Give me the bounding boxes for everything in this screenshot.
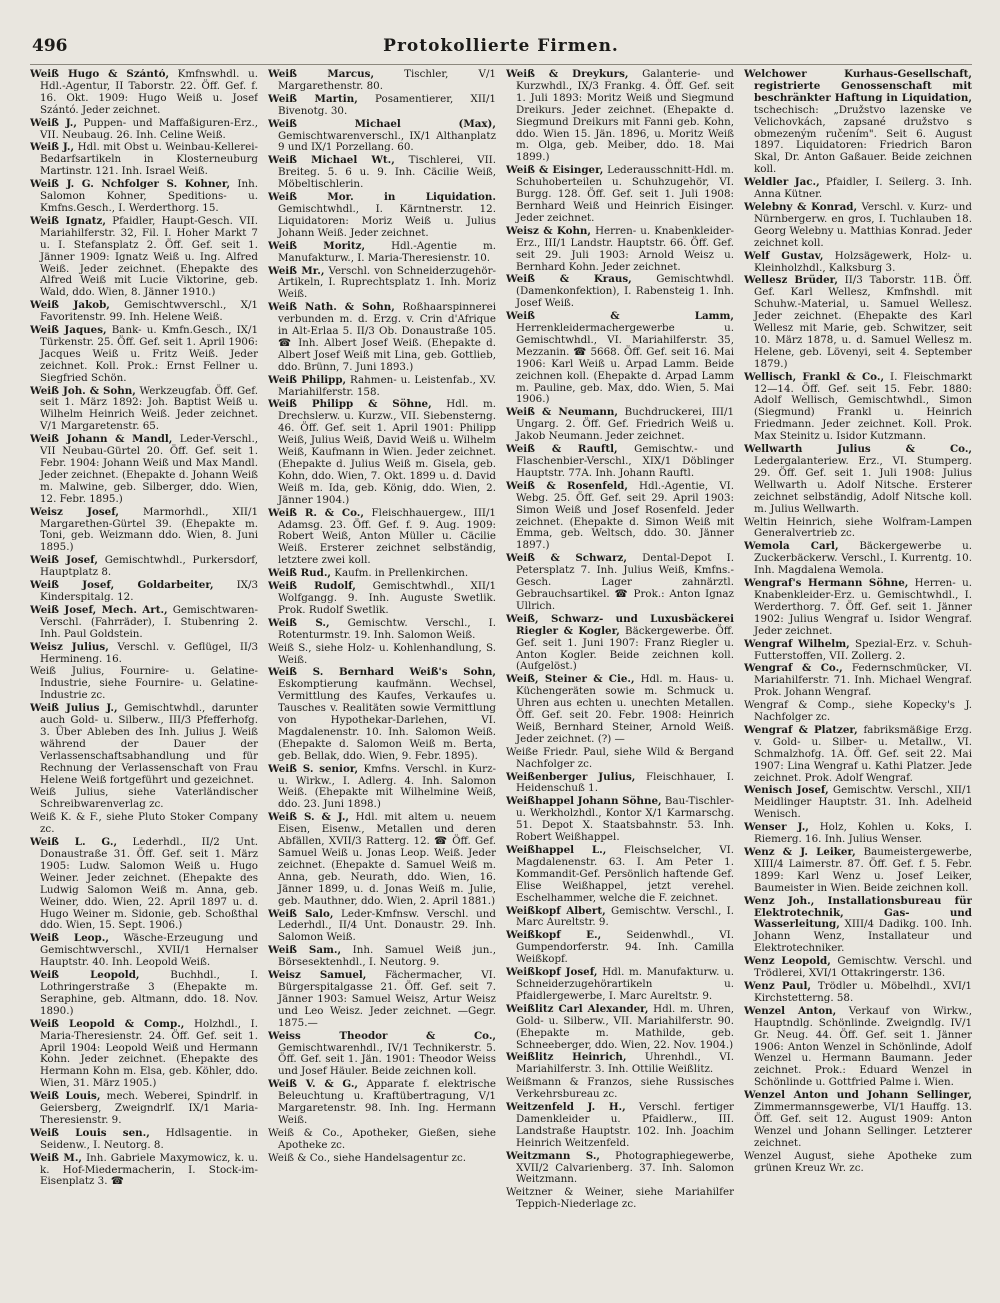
- entry-text: Pfaidler, Haupt-Gesch. VII. Mariahilferstr. 32, Fil. I. Hoher Markt 7 u. I. Stefansplatz 2. Öff. Gef. seit 1. Jänner 1909: Ignatz Weiß u. Ing. Alfred Weiß. Jeder zeichnet. (Ehepakte des Alfred Weiß mit Lucie Viktorine, geb. Wald, ddo. Wien, 8. Jänner 1910.): [40, 214, 258, 299]
- firm-name: Weiß & Dreykurs,: [506, 69, 629, 80]
- entry-text: Kaufm. in Prellenkirchen.: [334, 567, 469, 580]
- firm-name: Weldler Jac.,: [744, 176, 820, 189]
- firm-name: Weißkopf E.,: [506, 929, 602, 942]
- entry-text: Gemischtw. Verschl., I. Rotenturmstr. 19. Inh. Salomon Weiß.: [278, 616, 496, 641]
- firm-name: Weiß Johann & Mandl,: [30, 433, 173, 446]
- directory-entry: [30, 69, 258, 117]
- entry-text: Holzhdl., I. Maria-Theresienstr. 24. Öff. Gef. seit 1. April 1904: Leopold Weiß und Hermann Kohn. Jeder zeichnet. (Ehepakte des Hermann Kohn m. Elsa, geb. Köhler, ddo. Wien, 31. März 1905.): [40, 1017, 258, 1090]
- directory-entry: [30, 118, 258, 142]
- directory-entry: [268, 241, 496, 265]
- entry-text: Holzsägewerk, Holz- u. Kleinholzhdl., Kalksburg 3.: [754, 249, 972, 274]
- firm-name: Weiß M.,: [30, 1151, 82, 1164]
- firm-name: Wenz & J. Leiker,: [744, 846, 856, 858]
- firm-name: Weiß S. & J.,: [268, 811, 349, 824]
- directory-entry: [506, 930, 734, 966]
- entry-text: Gemischtwaren-Verschl. (Fahrräder), I. Stubenring 2. Inh. Paul Goldstein.: [40, 603, 258, 640]
- entry-text: Holz, Kohlen u. Koks, I. Riemerg. 16. Inh. Julius Wenser.: [754, 821, 972, 846]
- directory-entry: [744, 541, 972, 577]
- firm-name: Weiß, Schwarz- und Luxusbäckerei Riegler & Kogler,: [506, 612, 734, 637]
- firm-name: Weiß Josef,: [30, 554, 98, 567]
- entry-text: Gemischtwhdl., I. Kärntnerstr. 12. Liquidatoren: Moriz Weiß u. Julius Johann Weiß. Jeder zeichnet.: [278, 202, 496, 239]
- firm-name: Weiß Jakob,: [30, 299, 110, 312]
- directory-entry: [744, 981, 972, 1005]
- entry-text: Gemischtwhdl., Purkersdorf, Hauptplatz 8.: [40, 554, 258, 579]
- directory-entry: [30, 703, 258, 786]
- entry-text: Pfaidler, I. Seilerg. 3. Inh. Anna Kütner.: [754, 176, 972, 201]
- directory-entry: [268, 1031, 496, 1079]
- firm-name: Weiß S. Bernhard Weiß's Sohn,: [268, 666, 496, 679]
- entry-text: Gemischtw. Verschl. und Trödlerei, XVI/1 Ottakringerstr. 136.: [754, 955, 972, 980]
- directory-entry: [268, 192, 496, 240]
- entry-text: Eskomptierung kaufmänn. Wechsel, Vermittlung des Kaufes, Verkaufes u. Tausches v. Realitäten sowie Vermittlung von Hypothekar-Darlehen, VI. Magdalenenstr. 10. Inh. Salomon Weiß. (Ehepakte d. Salomon Weiß m. Berta, geb. Bellak, ddo. Wien, 9. Febr. 1895).: [278, 678, 496, 762]
- entry-text: Hdl.-Agentie, VI. Webg. 25. Öff. Gef. seit 29. April 1903: Simon Weiß und Josef Rosenfeld. Jeder zeichnet. (Ehepakte d. Simon Weiß mit Emma, geb. Weltsch, ddo. 30. Jänner 1897.): [516, 479, 734, 552]
- directory-entry: [268, 1079, 496, 1127]
- entry-text: Federnschmücker, VI. Mariahilferstr. 71. Inh. Michael Wengraf. Prok. Johann Wengraf.: [754, 662, 972, 699]
- column-4: [744, 69, 972, 1294]
- directory-entry: [30, 555, 258, 579]
- entry-text: Leder-Verschl., VII Neubau-Gürtel 20. Öff. Gef. seit 1. Febr. 1904: Johann Weiß und Max Mandl. Jeder zeichnet. (Ehepakte d. Johann Weiß m. Malwine, geb. Silberger, ddo. Wien, 12. Febr. 1895.): [40, 433, 258, 505]
- directory-entry: [30, 605, 258, 641]
- entry-text: Gemischtwhdl., darunter auch Gold- u. Silberw., III/3 Pfefferhofg. 3. Über Ableben des Inh. Julius J. Weiß während der Dauer der Verlassenschaftsabhandlung und für Rechnung der Verlassenschaft von Frau Helene Weiß fortgeführt und gezeichnet.: [40, 702, 258, 786]
- entry-text: Lederausschnitt-Hdl. m. Schuhoberteilen u. Schuhzugehör, VI. Burgg. 128. Öff. Gef. seit 1. Juli 1908: Bernhard Weiß und Heinrich Eisinger. Jeder zeichnet.: [516, 164, 734, 224]
- firm-name: Weiß L. G.,: [30, 836, 118, 849]
- entry-text: Herrenkleidermachergewerbe u. Gemischtwhdl., VI. Mariahilferstr. 35, Mezzanin. ☎ 5668. Öff. Gef. seit 16. Mai 1906: Karl Weiß u. Arpad Lamm. Beide zeichnen koll. (Ehepakte d. Arpad Lamm m. Pauline, geb. Max, ddo. Wien, 5. Mai 1906.): [516, 322, 734, 406]
- entry-text: Hdl.-Agentie m. Manufakturw., I. Maria-Theresienstr. 10.: [278, 239, 496, 264]
- firm-name: Weißkopf Josef,: [506, 966, 598, 979]
- entry-text: Fleischhauergew., III/1 Adamsg. 23. Öff. Gef. f. 9. Aug. 1909: Robert Weiß, Anton Müller u. Cäcilie Weiß. Ersterer zeichnet selbständig, letztere zwei koll.: [278, 506, 496, 567]
- entry-text: Baumeistergewerbe, XIII/4 Laimerstr. 87. Öff. Gef. f. 5. Febr. 1899: Karl Wenz u. Josef Leiker, Baumeister in Wien. Beide zeichnen koll.: [754, 846, 972, 894]
- entry-text: Weißmann & Franzos, siehe Russisches Verkehrsbureau zc.: [506, 1076, 734, 1101]
- firm-name: Weiß Michael (Max),: [268, 117, 496, 130]
- directory-entry: [268, 399, 496, 506]
- firm-name: Weiß Philipp,: [268, 373, 347, 386]
- firm-name: Weiß Leopold,: [30, 969, 140, 982]
- firm-name: Wenz Leopold,: [744, 955, 831, 968]
- firm-name: Wenz Joh., Installationsbureau für Elektrotechnik, Gas- und Wasserleitung,: [744, 894, 972, 931]
- entry-text: Hdl. m. Drechslerw. u. Kurzw., VII. Siebensterng. 46. Öff. Gef. seit 1. April 1901: Philipp Weiß, Julius Weiß, David Weiß u. Wilhelm Weiß, Kaufmann in Wien. Jeder zeichnet. (Ehepakte d. Julius Weiß m. Gisela, geb. Kohn, ddo. Wien, 7. Okt. 1899 u. d. David Weiß m. Ida, geb. König, ddo. Wien, 2. Jänner 1904.): [278, 398, 496, 506]
- entry-text: Gemischtw. Verschl., I. Marc Aureltstr. 9.: [516, 904, 734, 929]
- firm-name: Weiß Sam.,: [268, 944, 342, 957]
- directory-entry: [268, 945, 496, 969]
- entry-text: Inh. Salomon Kohner, Speditions- u. Kmfns.Gesch., I. Werderthorg. 15.: [40, 178, 258, 214]
- directory-entry: [744, 639, 972, 663]
- column-1: [30, 69, 258, 1294]
- directory-entry: [30, 812, 258, 836]
- directory-entry: [744, 1006, 972, 1089]
- entry-text: Hdl. m. Haus- u. Küchengeräten sowie m. Schmuck u. Uhren aus echten u. unechten Metallen. Öff. Gef. seit 20. Febr. 1908: Heinrich Weiß, Bernhard Steiner, Arnold Weiß. Jeder zeichnet. (?) —: [516, 673, 734, 745]
- firm-name: Weiß Salo,: [268, 907, 334, 920]
- firm-name: Weiß Nath. & Sohn,: [268, 301, 395, 314]
- directory-entry: [268, 1153, 496, 1165]
- directory-entry: [744, 1090, 972, 1150]
- entry-text: Roßhaarspinnerei verbunden m. d. Erzg. v. Crin d'Afrique in Alt-Erlaa 5. II/3 Ob. Donaustraße 105. ☎ Inh. Albert Josef Weiß. (Ehepakte d. Albert Josef Weiß mit Lina, geb. Gottlieb, ddo. Brünn, 7. Juni 1893.): [278, 301, 496, 373]
- firm-name: Weiß & Kraus,: [506, 273, 632, 286]
- directory-entry: [744, 956, 972, 980]
- directory-entry: [506, 481, 734, 552]
- directory-entry: [268, 155, 496, 191]
- firm-name: Weiß Martin,: [268, 92, 358, 105]
- directory-entry: [744, 275, 972, 370]
- firm-name: Weiß Leopold & Comp.,: [30, 1017, 185, 1030]
- directory-entry: [30, 1153, 258, 1189]
- directory-entry: [744, 896, 972, 956]
- entry-text: Weiße Friedr. Paul, siehe Wild & Bergand Nachfolger zc.: [506, 745, 734, 770]
- entry-text: Buchdruckerei, III/1 Ungarg. 2. Öff. Gef. Friedrich Weiß u. Jakob Neumann. Jeder zeichnet.: [516, 406, 734, 443]
- entry-text: Photographiegewerbe, XVII/2 Calvarienberg. 37. Inh. Salomon Weitzmann.: [516, 1149, 734, 1186]
- entry-text: Trödler u. Möbelhdl., XVI/1 Kirchstetterng. 58.: [754, 979, 972, 1004]
- firm-name: Weißenberger Julius,: [506, 770, 636, 783]
- entry-text: Gemischtw. Verschl., XII/1 Meidlinger Hauptstr. 31. Inh. Adelheid Wenisch.: [754, 784, 972, 821]
- directory-entry: [506, 1151, 734, 1187]
- entry-text: Hdl. m. Uhren, Gold- u. Silberw., VII. Mariahilferstr. 90. (Ehepakte m. Mathilde, geb. Schneeberger, ddo. Wien, 22. Nov. 1904.): [516, 1002, 734, 1051]
- directory-entry: [30, 970, 258, 1018]
- entry-text: Verschl. von Schneiderzugehör-Artikeln, I. Ruprechtsplatz 1. Inh. Moriz Weiß.: [278, 264, 496, 301]
- firm-name: Weißhappel L.,: [506, 844, 607, 856]
- entry-text: Galanterie- und Kurzwhdl., IX/3 Frankg. 4. Öff. Gef. seit 1. Juli 1893: Moritz Weiß und Siegmund Dreikurs. Jeder zeichnet. (Ehepakte d. Siegmund Dreikurs mit Fanni geb. Kohn, ddo. Wien 15. Jän. 1896, u. Moritz Weiß m. Olga, geb. Meiber, ddo. 18. Mai 1899.): [516, 69, 734, 164]
- directory-entry: [30, 325, 258, 385]
- firm-name: Weiß S. senior,: [268, 762, 359, 775]
- firm-name: Weiß V. & G.,: [268, 1078, 358, 1091]
- entry-text: Werkzeugfab. Öff. Gef. seit 1. März 1892: Joh. Baptist Weiß u. Wilhelm Heinrich Weiß. Jeder zeichnet. V/1 Margaretenstr. 65.: [40, 384, 258, 433]
- firm-name: Weiss Theodor & Co.,: [268, 1029, 496, 1042]
- directory-entry: [30, 1019, 258, 1090]
- directory-entry: [744, 517, 972, 541]
- directory-entry: [268, 1128, 496, 1152]
- entry-text: Tischler, V/1 Margarethenstr. 80.: [278, 69, 496, 92]
- firm-name: Weiß Leop.,: [30, 932, 109, 945]
- directory-entry: [506, 1052, 734, 1076]
- entry-text: Weitzner & Weiner, siehe Mariahilfer Teppich-Niederlage zc.: [506, 1186, 734, 1211]
- entry-text: Seidenwhdl., VI. Gumpendorferstr. 94. Inh. Camilla Weißkopf.: [516, 929, 734, 966]
- directory-entry: [506, 845, 734, 905]
- entry-text: Weiß Julius, Fournire- u. Gelatine-Industrie, siehe Fournire- u. Gelatine-Industrie zc.: [30, 665, 258, 702]
- entry-text: Bäckergewerbe u. Zuckerbäckerw. Verschl., I. Kurrentg. 10. Inh. Magdalena Wemola.: [754, 540, 972, 577]
- directory-entry: [506, 444, 734, 480]
- entry-text: Fächermacher, VI. Bürgerspitalgasse 21. Öff. Gef. seit 7. Jänner 1903: Samuel Weisz, Artur Weisz und Leo Weisz. Jeder zeichnet. —Gegr. 1875.—: [278, 969, 496, 1029]
- firm-name: Welebny & Konrad,: [744, 200, 858, 213]
- entry-text: I. Fleischmarkt 12—14. Öff. Gef. seit 15. Febr. 1880: Adolf Wellisch, Gemischtwhdl., Simon (Siegmund) Frankl u. Heinrich Friedmann. Jeder zeichnet. Koll. Prok. Max Steinitz u. Isidor Kutzmann.: [754, 370, 972, 443]
- entry-text: Wenzel August, siehe Apotheke zum grünen Kreuz Wr. zc.: [744, 1149, 972, 1174]
- directory-entry: [506, 747, 734, 771]
- firm-name: Weiß Louis sen.,: [30, 1126, 150, 1139]
- directory-entry: [268, 302, 496, 373]
- entry-text: Uhrenhdl., VI. Mariahilferstr. 3. Inh. Ottilie Weißlitz.: [516, 1051, 734, 1076]
- directory-entry: [506, 1102, 734, 1150]
- directory-entry: [268, 970, 496, 1030]
- page-title: Protokollierte Firmen.: [383, 36, 619, 56]
- directory-entry: [506, 1004, 734, 1052]
- firm-name: Weiß, Steiner & Cie.,: [506, 673, 635, 686]
- entry-text: Weiß K. & F., siehe Pluto Stoker Company zc.: [30, 811, 258, 836]
- directory-entry: [30, 933, 258, 969]
- firm-name: Wenser J.,: [744, 821, 809, 834]
- directory-entry: [506, 772, 734, 796]
- directory-entry: [506, 674, 734, 745]
- directory-entry: [268, 643, 496, 667]
- firm-name: Weiß & Neumann,: [506, 406, 618, 419]
- entry-text: Kmfns. Verschl. in Kurz- u. Wirkw., I. Adlerg. 4. Inh. Salomon Weiß. (Ehepakte mit Wilhelmine Weiß, ddo. 23. Juni 1898.): [278, 762, 496, 811]
- entry-text: Apparate f. elektrische Beleuchtung u. Kraftübertragung, V/1 Margaretenstr. 98. Inh. Ing. Hermann Weiß.: [278, 1078, 496, 1126]
- directory-entry: [506, 967, 734, 1003]
- entry-text: Gemischtw.- und Flaschenbier-Verschl., XIX/1 Döblinger Hauptstr. 77A. Inh. Johann Rauftl.: [516, 443, 734, 479]
- firm-name: Weiß Josef, Mech. Art.,: [30, 603, 168, 616]
- entry-text: Dental-Depot I. Petersplatz 7. Inh. Julius Weiß, Kmfns.-Gesch. Lager zahnärztl. Gebrauchsartikel. ☎ Prok.: Anton Ignaz Ullrich.: [516, 552, 734, 612]
- entry-text: mech. Weberei, Spindrlf. in Geiersberg, Zweigndrlf. IX/1 Maria-Theresienstr. 9.: [40, 1090, 258, 1126]
- entry-text: Bäckergewerbe. Öff. Gef. seit 1. Juni 1907: Franz Riegler u. Anton Kogler. Beide zeichnen koll. (Aufgelöst.): [516, 624, 734, 673]
- entry-text: Fleischselcher, VI. Magdalenenstr. 63. I. Am Peter 1. Kommandit-Gef. Persönlich haftende Gef. Elise Weißhappel, jetzt verehel. Eschelhammer, welche die F. zeichnet.: [516, 844, 734, 904]
- firm-name: Weiß & Lamm,: [506, 310, 734, 323]
- entry-text: Ledergalanteriew. Erz., VI. Stumperg. 29. Öff. Gef. seit 1. Juli 1908: Julius Wellwarth u. Adolf Nitsche. Ersterer zeichnet selbständig, Adolf Nitsche koll. m. Julius Wellwarth.: [754, 455, 972, 515]
- directory-entry: [744, 725, 972, 785]
- entry-text: Tischlerei, VII. Breiteg. 5. 6 u. 9. Inh. Cäcilie Weiß, Möbeltischlerin.: [278, 154, 496, 191]
- directory-entry: [30, 580, 258, 604]
- entry-text: Buchhdl., I. Lothringerstraße 3 (Ehepakte m. Seraphine, geb. Altmann, ddo. 18. Nov. 1890.): [40, 969, 258, 1017]
- firm-name: Wenzel Anton und Johann Sellinger,: [744, 1089, 972, 1102]
- directory-entry: [744, 578, 972, 638]
- firm-name: Weiß Hugo & Szántó,: [30, 69, 170, 80]
- firm-name: Wemola Carl,: [744, 540, 839, 553]
- directory-entry: [744, 700, 972, 724]
- firm-name: Weißkopf Albert,: [506, 904, 606, 917]
- directory-entry: [506, 553, 734, 613]
- directory-entry: [506, 796, 734, 844]
- firm-name: Weiß Jaques,: [30, 324, 107, 337]
- entry-text: Weiß & Co., siehe Handelsagentur zc.: [268, 1151, 467, 1164]
- firm-name: Weisz Julius,: [30, 640, 109, 653]
- directory-entry: [268, 764, 496, 812]
- firm-name: Wenzel Anton,: [744, 1004, 837, 1017]
- directory-entry: [506, 311, 734, 406]
- firm-name: Wenisch Josef,: [744, 784, 829, 797]
- directory-entry: [30, 434, 258, 505]
- entry-text: Wengraf & Comp., siehe Kopecky's J. Nachfolger zc.: [744, 699, 972, 724]
- page-header: [30, 30, 972, 65]
- firm-name: Wellisch, Frankl & Co.,: [744, 370, 885, 383]
- directory-entry: [30, 642, 258, 666]
- directory-entry: [506, 1187, 734, 1211]
- directory-entry: [30, 386, 258, 434]
- firm-name: Wengraf Wilhelm,: [744, 637, 850, 650]
- firm-name: Wengraf & Co.,: [744, 662, 843, 675]
- entry-text: Leder-Kmfnsw. Verschl. und Lederhdl., II/4 Unt. Donaustr. 29. Inh. Salomon Weiß.: [278, 907, 496, 944]
- entry-text: Verkauf von Wirkw., Hauptndlg. Schönlinde. Zweigndlg. IV/1 Gr. Neug. 44. Öff. Gef. seit 1. Jänner 1906: Anton Wenzel in Schönlinde, Adolf Wenzel u. Hermann Baumann. Jeder zeichnet. Prok.: Eduard Wenzel in Schönlinde u. Gottfried Palme i. Wien.: [754, 1004, 972, 1089]
- entry-text: Weltin Heinrich, siehe Wolfram-Lampen Generalvertrieb zc.: [744, 515, 972, 540]
- entry-text: Wäsche-Erzeugung und Gemischtwverschl., XVII/1 Hernalser Hauptstr. 40. Inh. Leopold Weiß.: [40, 932, 258, 969]
- firm-name: Weiß J.,: [30, 141, 75, 154]
- directory-entry: [268, 581, 496, 617]
- entry-text: Bau-Tischler- u. Werkholzhdl., Kontor X/1 Karmarschg. 51. Depot X. Staatsbahnstr. 53. Inh. Robert Weißhappel.: [516, 795, 734, 844]
- entry-text: Verschl. fertiger Damenkleider u. Pfaidlerw., III. Landstraße Hauptstr. 102. Inh. Joachim Heinrich Weitzenfeld.: [516, 1101, 734, 1149]
- entry-text: Inh. Samuel Weiß jun., Börsesektenhdl., I. Neutorg. 9.: [278, 944, 496, 969]
- directory-entry: [744, 785, 972, 821]
- directory-entry: [30, 837, 258, 932]
- directory-entry: [268, 812, 496, 907]
- firm-name: Weißlitz Carl Alexander,: [506, 1002, 649, 1015]
- directory-entry: [268, 119, 496, 155]
- entry-text: Hdl. mit altem u. neuem Eisen, Eisenw., Metallen und deren Abfällen, XVII/3 Ratterg. 12. ☎ Öff. Gef. Samuel Weiß u. Jonas Leop. Weiß. Jeder zeichnet. (Ehepakte d. Samuel Weiß m. Anna, geb. Neurath, ddo. Wien, 16. Jänner 1899, u. d. Jonas Weiß m. Julie, geb. Mauthner, ddo. Wien, 2. April 1881.): [278, 811, 496, 907]
- directory-entry: [744, 251, 972, 275]
- firm-name: Weiß Marcus,: [268, 69, 375, 80]
- entry-text: Gemischtwverschl., X/1 Favoritenstr. 99. Inh. Helene Weiß.: [40, 299, 258, 324]
- firm-name: Weiß & Rauftl,: [506, 443, 618, 456]
- directory-entry: [30, 300, 258, 324]
- firm-name: Weiß Moritz,: [268, 239, 366, 252]
- entry-text: tschechisch: „Družstvo lazenske ve Velichovkách, zapsané družstvo s obmezeným ručením". Seit 6. August 1897. Liquidatoren: Friedrich Baron Skal, Dr. Anton Gaßauer. Beide zeichnen koll.: [754, 103, 972, 176]
- firm-name: Weißlitz Heinrich,: [506, 1051, 627, 1064]
- entry-text: Hdl. m. Manufakturw. u. Schneiderzugehörartikeln u. Pfaidlergewerbe, I. Marc Aureltstr. 9.: [516, 966, 734, 1002]
- entry-text: Zimmermannsgewerbe, VI/1 Hauffg. 13. Öff. Gef. seit 12. August 1909: Anton Wenzel und Johann Sellinger. Letzterer zeichnet.: [754, 1101, 972, 1149]
- entry-text: Gemischtwarenverschl., IX/1 Althanplatz 9 und IX/1 Porzellang. 60.: [278, 129, 496, 154]
- firm-name: Weisz Josef,: [30, 505, 119, 518]
- entry-text: Herren- u. Knabenkleider-Erz. u. Gemischtwhdl., I. Werderthorg. 7. Öff. Gef. seit 1. Jänner 1902: Julius Wengraf u. Isidor Wengraf. Jeder zeichnet.: [754, 577, 972, 637]
- entry-text: Marmorhdl., XII/1 Margarethen-Gürtel 39. (Ehepakte m. Toni, geb. Weizmann ddo. Wien, 8. Juni 1895.): [40, 505, 258, 554]
- firm-name: Weiß S.,: [268, 616, 330, 629]
- directory-entry: [506, 407, 734, 443]
- entry-text: Gemischtwarenhdl., IV/1 Technikerstr. 5. Öff. Gef. seit 1. Jän. 1901: Theodor Weiss und Josef Häuler. Beide zeichnen koll.: [278, 1041, 496, 1078]
- entry-text: Gemischtwhdl. (Damenkonfektion), I. Rabensteig 1. Inh. Josef Weiß.: [516, 273, 734, 310]
- directory-entry: [30, 787, 258, 811]
- entry-text: Weiß Julius, siehe Vaterländischer Schreibwarenverlag zc.: [30, 786, 258, 811]
- firm-name: Weiß Mor. in Liquidation.: [268, 191, 496, 204]
- entry-text: Verschl. v. Geflügel, II/3 Hermineng. 16.: [40, 640, 258, 665]
- directory-entry: [744, 847, 972, 895]
- firm-name: Weiß & Schwarz,: [506, 552, 627, 565]
- entry-text: IX/3 Kinderspitalg. 12.: [40, 579, 258, 603]
- column-2: [268, 69, 496, 1294]
- directory-entry: [744, 444, 972, 515]
- firm-name: Weiß Josef, Goldarbeiter,: [30, 579, 214, 592]
- directory-entry: [744, 177, 972, 201]
- entry-text: XIII/4 Dadikg. 100. Inh. Johann Wenz, Installateur und Elektrotechniker.: [754, 918, 972, 955]
- firm-name: Wenz Paul,: [744, 979, 811, 992]
- directory-entry: [30, 507, 258, 555]
- firm-name: Weißhappel Johann Söhne,: [506, 795, 662, 808]
- entry-text: Rahmen- u. Leistenfab., XV. Mariahilferstr. 158.: [278, 373, 496, 398]
- entry-text: Puppen- und Maffaßiguren-Erz., VII. Neubaug. 26. Inh. Celine Weiß.: [40, 116, 258, 141]
- directory-entry: [506, 226, 734, 274]
- firm-name: Weiß R. & Co.,: [268, 506, 364, 519]
- entry-text: Hdl. mit Obst u. Weinbau-Kellerei-Bedarfsartikeln in Klosterneuburg Martinstr. 121. Inh. Israel Weiß.: [40, 141, 258, 178]
- directory-entry: [30, 142, 258, 178]
- directory-entry: [744, 372, 972, 443]
- firm-name: Weiß & Eisinger,: [506, 164, 604, 177]
- directory-entry: [268, 909, 496, 945]
- directory-entry: [744, 1151, 972, 1175]
- entry-text: Bank- u. Kmfn.Gesch., IX/1 Türkenstr. 25. Öff. Gef. seit 1. April 1906: Jacques Weiß u. Fritz Weiß. Jeder zeichnet. Koll. Prok.: Ernst Fellner u. Siegfried Schön.: [40, 324, 258, 384]
- entry-text: Spezial-Erz. v. Schuh-Futterstoffen, VII. Zollerg. 2.: [754, 637, 972, 662]
- firm-name: Weiß Mr.,: [268, 264, 325, 277]
- columns-container: [30, 69, 972, 1294]
- firm-name: Weiß Joh. & Sohn,: [30, 384, 136, 397]
- entry-text: Inh. Gabriele Maxymowicz, k. u. k. Hof-Miedermacherin, I. Stock-im-Eisenplatz 3. ☎: [40, 1151, 258, 1188]
- entry-text: II/3 Taborstr. 11B. Öff. Gef. Karl Wellesz, Kmfnshdl. mit Schuhw.-Material, u. Samuel Wellesz. Jeder zeichnet. (Ehepakte des Karl Wellesz mit Marie, geb. Schwitzer, seit 10. März 1878, u. d. Samuel Wellesz m. Helene, geb. Lövenyi, seit 4. September 1879.): [754, 274, 972, 370]
- page-number: 496: [32, 36, 68, 56]
- firm-name: Welchower Kurhaus-Gesellschaft, registrierte Genossenschaft mit beschränkter Haftung in Liquidation,: [744, 69, 972, 104]
- firm-name: Weiß & Rosenfeld,: [506, 479, 628, 492]
- directory-entry: [506, 165, 734, 225]
- directory-entry: [30, 216, 258, 299]
- firm-name: Weitzmann S.,: [506, 1149, 601, 1162]
- firm-name: Wellesz Brüder,: [744, 274, 838, 287]
- firm-name: Weiß J. G. Nchfolger S. Kohner,: [30, 178, 231, 191]
- firm-name: Wengraf's Hermann Söhne,: [744, 577, 909, 590]
- entry-text: Weiß & Co., Apotheker, Gießen, siehe Apotheke zc.: [268, 1126, 496, 1151]
- directory-entry: [744, 69, 972, 176]
- entry-text: Weiß S., siehe Holz- u. Kohlenhandlung, S. Weiß.: [268, 641, 496, 666]
- directory-entry: [268, 69, 496, 93]
- firm-name: Wellwarth Julius & Co.,: [744, 443, 972, 456]
- firm-name: Weiß Julius J.,: [30, 702, 118, 715]
- entry-text: Verschl. v. Kurz- und Nürnbergerw. en gros, I. Tuchlauben 18. Georg Welebny u. Matthias Konrad. Jeder zeichnet koll.: [754, 200, 972, 249]
- directory-entry: [506, 906, 734, 930]
- directory-entry: [268, 94, 496, 118]
- directory-entry: [744, 202, 972, 250]
- directory-entry: [30, 1091, 258, 1127]
- entry-text: Lederhdl., II/2 Unt. Donaustraße 31. Öff. Gef. seit 1. März 1905: Ludw. Salomon Weiß u. Hugo Weiner. Jeder zeichnet. (Ehepakte des Ludwig Salomon Weiß m. Anna, geb. Weiner, ddo. Wien, 22. April 1897 u. d. Hugo Weiner m. Sidonie, geb. Schoßthal ddo. Wien, 15. Sept. 1906.): [40, 836, 258, 932]
- directory-entry: [268, 375, 496, 399]
- directory-entry: [506, 274, 734, 310]
- firm-name: Welf Gustav,: [744, 249, 824, 262]
- firm-name: Weiß Ignatz,: [30, 214, 106, 227]
- directory-entry: [268, 266, 496, 302]
- entry-text: Herren- u. Knabenkleider-Erz., III/1 Landstr. Hauptstr. 66. Öff. Gef. seit 29. Juli 1903: Arnold Weisz u. Bernhard Kohn. Jeder zeichnet.: [516, 224, 734, 273]
- directory-entry: [268, 568, 496, 580]
- firm-name: Weitzenfeld J. H.,: [506, 1101, 626, 1114]
- firm-name: Weiß Rud.,: [268, 567, 332, 580]
- firm-name: Weisz Samuel,: [268, 969, 367, 982]
- directory-entry: [30, 1128, 258, 1152]
- firm-name: Wengraf & Platzer,: [744, 723, 858, 736]
- entry-text: Fleischhauer, I. Heidenschuß 1.: [516, 770, 734, 795]
- directory-entry: [744, 822, 972, 846]
- entry-text: Posamentierer, XII/1 Bivenotg. 30.: [278, 92, 496, 117]
- directory-entry: [30, 666, 258, 702]
- firm-name: Weiß Michael Wt.,: [268, 154, 395, 167]
- firm-name: Weiß Louis,: [30, 1090, 101, 1103]
- directory-entry: [30, 179, 258, 215]
- firm-name: Weiß Rudolf,: [268, 580, 356, 593]
- entry-text: fabriksmäßige Erzg. v. Gold- u. Silber- u. Metallw., VI. Schmalzhofg. 1A. Öff. Gef. seit 22. Mai 1907: Lina Wengraf u. Kathi Platzer. Jede zeichnet. Prok. Adolf Wengraf.: [754, 723, 972, 784]
- directory-entry: [268, 618, 496, 642]
- directory-entry: [744, 663, 972, 699]
- directory-entry: [268, 667, 496, 762]
- firm-name: Weiß Philipp & Söhne,: [268, 398, 432, 411]
- entry-text: Gemischtwhdl., XII/1 Wolfgangg. 9. Inh. Auguste Swetlik. Prok. Rudolf Swetlik.: [278, 580, 496, 616]
- entry-text: Hdlsagentie. in Seidenw., I. Neutorg. 8.: [40, 1126, 258, 1151]
- firm-name: Weiß J.,: [30, 116, 77, 129]
- directory-entry: [506, 69, 734, 164]
- directory-entry: [506, 614, 734, 674]
- directory-entry: [506, 1077, 734, 1101]
- directory-entry: [268, 508, 496, 568]
- column-3: [506, 69, 734, 1294]
- firm-name: Weisz & Kohn,: [506, 224, 592, 237]
- entry-text: Kmfnswhdl. u. Hdl.-Agentur, II Taborstr. 22. Öff. Gef. f. 16. Okt. 1909: Hugo Weiß u. Josef Szántó. Jeder zeichnet.: [40, 69, 258, 116]
